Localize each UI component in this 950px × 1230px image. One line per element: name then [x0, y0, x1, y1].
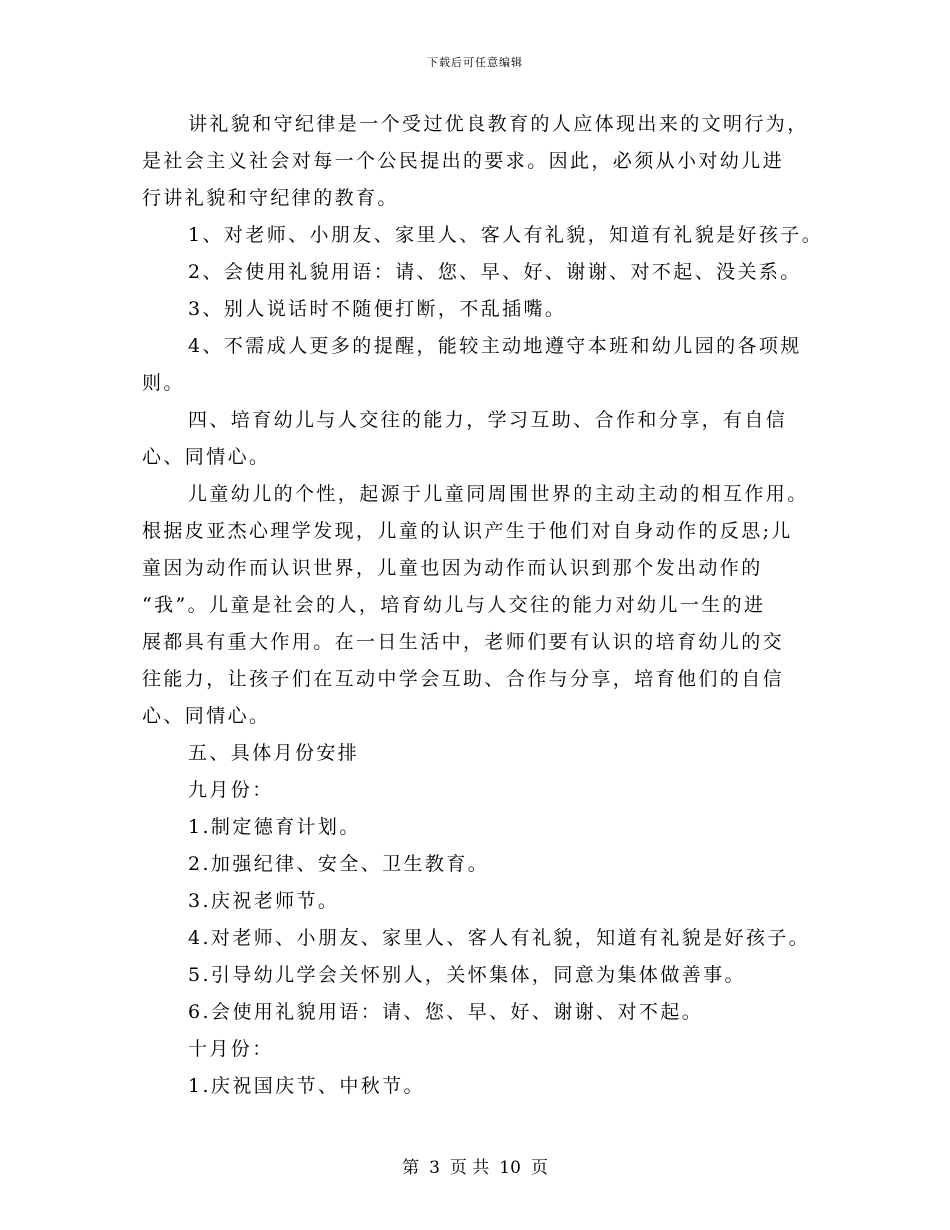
text-line: 九月份：: [188, 779, 274, 801]
text-line: 5.引导幼儿学会关怀别人，关怀集体，同意为集体做善事。: [188, 964, 746, 986]
page-footer: [0, 1153, 950, 1178]
text-line: 2.加强纪律、安全、卫生教育。: [188, 853, 490, 875]
text-line: 4、不需成人更多的提醒，能较主动地遵守本班和幼儿园的各项规: [188, 335, 802, 357]
document-body: [142, 106, 832, 1105]
footer-prefix: 第: [402, 1158, 420, 1178]
text-line: 4.对老师、小朋友、家里人、客人有礼貌，知道有礼貌是好孩子。: [188, 927, 811, 949]
text-line: 展都具有重大作用。在一日生活中，老师们要有认识的培育幼儿的交: [142, 631, 785, 653]
text-line: 1.庆祝国庆节、中秋节。: [188, 1075, 425, 1097]
text-line: 6.会使用礼貌用语：请、您、早、好、谢谢、对不起。: [188, 1001, 704, 1023]
text-line: 是社会主义社会对每一个公民提出的要求。因此，必须从小对幼儿进: [142, 150, 785, 172]
text-line: 3.庆祝老师节。: [188, 890, 340, 912]
footer-middle: 页 共: [449, 1158, 490, 1178]
text-line: 3、别人说话时不随便打断，不乱插嘴。: [188, 298, 567, 320]
text-line: 心、同情心。: [142, 705, 271, 727]
text-line: 童因为动作而认识世界，儿童也因为动作而认识到那个发出动作的: [142, 557, 763, 579]
text-line: 讲礼貌和守纪律是一个受过优良教育的人应体现出来的文明行为，: [188, 113, 809, 135]
text-line: 根据皮亚杰心理学发现，儿童的认识产生于他们对自身动作的反思;儿: [142, 520, 793, 542]
text-line: 往能力，让孩子们在互动中学会互助、合作与分享，培育他们的自信: [142, 668, 785, 690]
text-line: 2、会使用礼貌用语：请、您、早、好、谢谢、对不起、没关系。: [188, 261, 802, 283]
text-line: 五、具体月份安排: [188, 742, 360, 764]
text-line: 1.制定德育计划。: [188, 816, 361, 838]
text-line: 1、对老师、小朋友、家里人、客人有礼貌，知道有礼貌是好孩子。: [188, 224, 824, 246]
text-line: 心、同情心。: [142, 446, 271, 468]
text-line: 儿童幼儿的个性，起源于儿童同周围世界的主动主动的相互作用。: [188, 483, 809, 505]
text-line: 则。: [142, 372, 185, 394]
text-line: 十月份：: [188, 1038, 274, 1060]
text-line: “我”。儿童是社会的人，培育幼儿与人交往的能力对幼儿一生的进: [142, 594, 766, 616]
footer-suffix: 页: [530, 1158, 548, 1178]
footer-total-pages: 10: [499, 1158, 521, 1178]
text-line: 行讲礼貌和守纪律的教育。: [142, 187, 399, 209]
footer-current-page: 3: [429, 1158, 440, 1178]
page-header: 下载后可任意编辑: [427, 56, 523, 69]
text-line: 四、培育幼儿与人交往的能力，学习互助、合作和分享，有自信: [188, 409, 788, 431]
